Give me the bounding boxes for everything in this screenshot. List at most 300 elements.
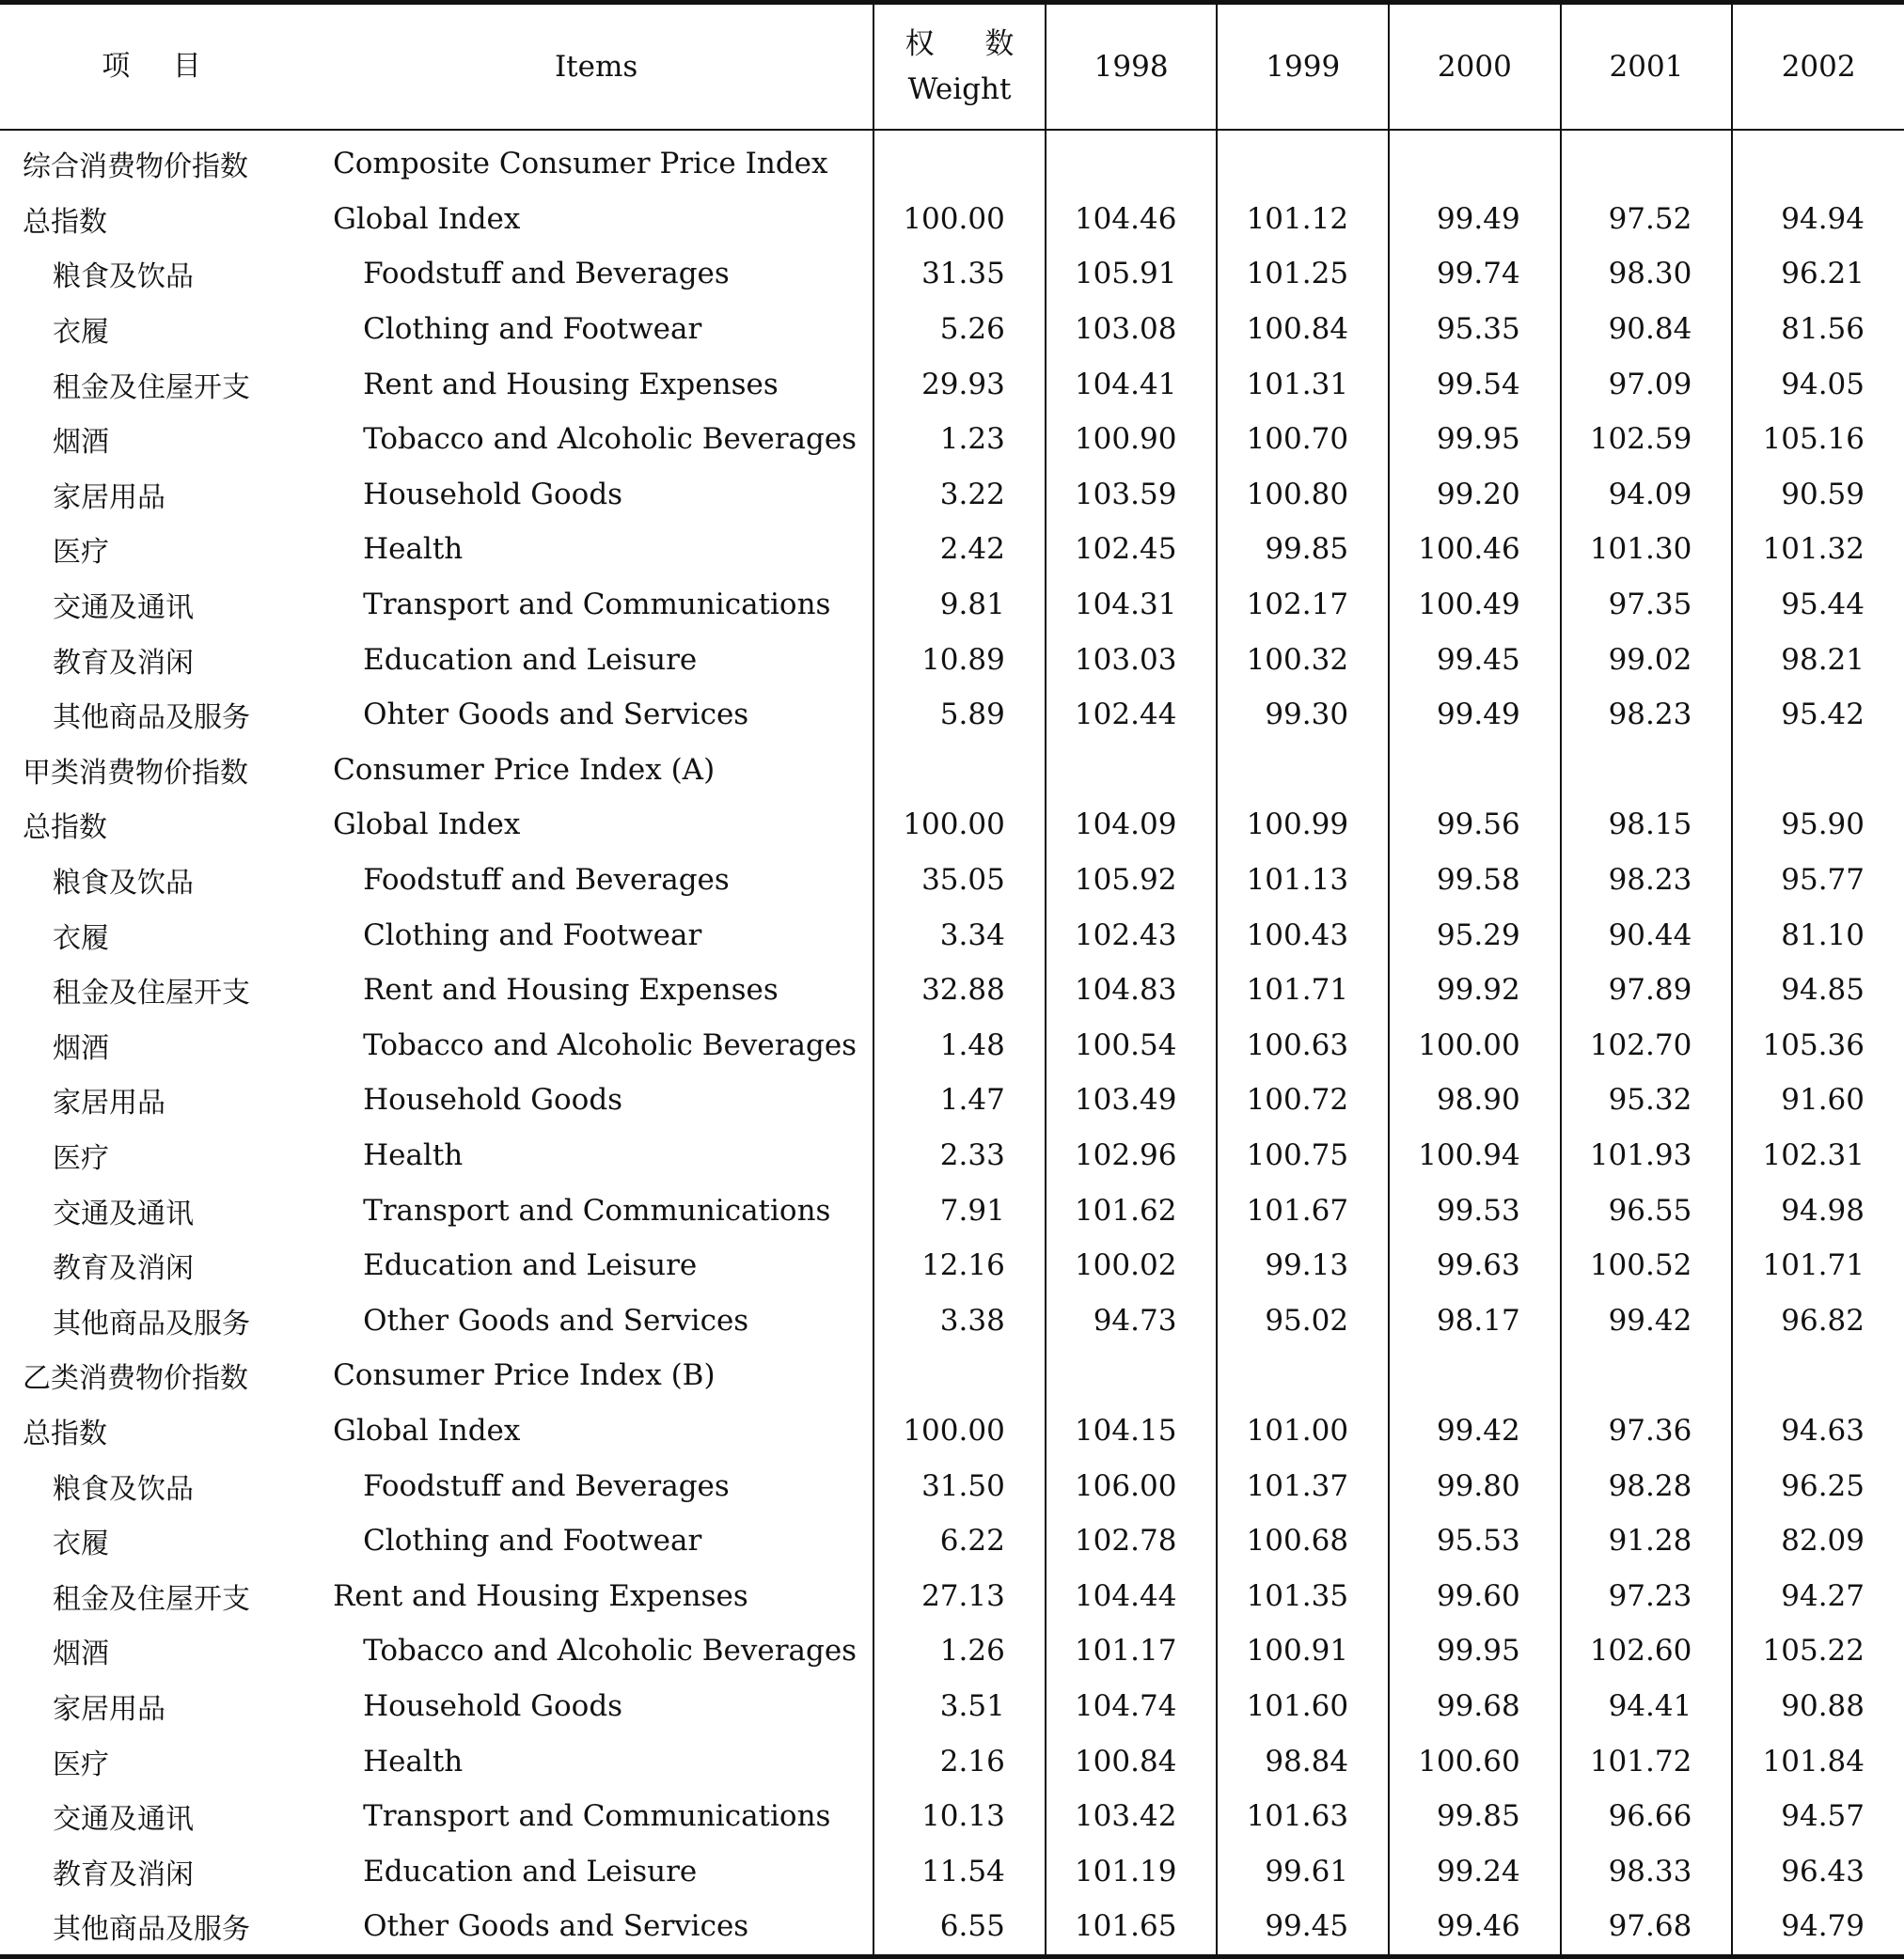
row-label-cn: 交通及通讯 — [53, 1197, 194, 1230]
table-row — [0, 1899, 1904, 1956]
index-value-cell: 99.30 — [1217, 687, 1389, 743]
index-value-cell — [1561, 130, 1733, 192]
index-value-cell: 99.68 — [1389, 1679, 1561, 1734]
index-value-cell: 97.36 — [1561, 1403, 1733, 1459]
index-value-cell: 95.90 — [1732, 797, 1904, 853]
weight-cell: 2.16 — [873, 1733, 1046, 1789]
index-value-cell — [1561, 743, 1733, 798]
row-label-cn: 烟酒 — [53, 1031, 109, 1065]
index-value-cell: 98.90 — [1389, 1073, 1561, 1128]
index-value-cell: 101.93 — [1561, 1128, 1733, 1183]
index-value-cell: 101.72 — [1561, 1733, 1733, 1789]
row-label-cn: 总指数 — [23, 205, 107, 239]
row-label-cn: 家居用品 — [53, 480, 165, 514]
index-value-cell: 98.30 — [1561, 246, 1733, 302]
row-label-en: Consumer Price Index (A) — [333, 752, 716, 787]
row-label-en: Education and Leisure — [363, 1854, 698, 1888]
index-value-cell: 101.32 — [1732, 522, 1904, 577]
index-value-cell: 102.60 — [1561, 1623, 1733, 1679]
weight-cell: 3.22 — [873, 467, 1046, 523]
table-row — [0, 907, 1904, 963]
index-value-cell: 98.23 — [1561, 853, 1733, 908]
row-label-cn: 家居用品 — [53, 1692, 165, 1726]
index-value-cell: 96.66 — [1561, 1789, 1733, 1844]
index-value-cell: 102.96 — [1046, 1128, 1218, 1183]
index-value-cell: 101.65 — [1046, 1899, 1218, 1956]
table-row — [0, 246, 1904, 302]
index-value-cell: 101.12 — [1217, 192, 1389, 247]
index-value-cell — [1217, 130, 1389, 192]
header-year: 1998 — [1046, 3, 1218, 131]
index-value-cell: 81.10 — [1732, 907, 1904, 963]
row-label-cn: 医疗 — [53, 1141, 109, 1175]
row-label-en: Foodstuff and Beverages — [363, 257, 730, 291]
row-label-en: Other Goods and Services — [320, 1899, 873, 1956]
table-row — [0, 1293, 1904, 1348]
index-value-cell — [1732, 130, 1904, 192]
index-value-cell: 100.94 — [1389, 1128, 1561, 1183]
index-value-cell: 98.15 — [1561, 797, 1733, 853]
table-row — [0, 192, 1904, 247]
index-value-cell: 99.85 — [1217, 522, 1389, 577]
index-value-cell: 100.84 — [1046, 1733, 1218, 1789]
index-value-cell: 81.56 — [1732, 302, 1904, 357]
index-value-cell: 99.74 — [1389, 246, 1561, 302]
header-year: 2000 — [1389, 3, 1561, 131]
section-header-row — [0, 743, 1904, 798]
index-value-cell: 99.42 — [1389, 1403, 1561, 1459]
index-value-cell: 101.67 — [1217, 1183, 1389, 1238]
row-label-cn: 粮食及饮品 — [53, 867, 194, 901]
index-value-cell: 99.54 — [1389, 356, 1561, 412]
table-header — [0, 3, 1904, 131]
index-value-cell: 98.21 — [1732, 632, 1904, 687]
table-row — [0, 1403, 1904, 1459]
weight-cell: 100.00 — [873, 1403, 1046, 1459]
index-value-cell: 105.91 — [1046, 246, 1218, 302]
index-value-cell: 101.31 — [1217, 356, 1389, 412]
index-value-cell — [1732, 1348, 1904, 1403]
index-value-cell: 105.22 — [1732, 1623, 1904, 1679]
header-year: 2002 — [1732, 3, 1904, 131]
row-label-cn: 衣履 — [53, 1528, 109, 1561]
row-label-cn: 总指数 — [23, 1417, 107, 1450]
index-value-cell: 94.09 — [1561, 467, 1733, 523]
table-row — [0, 1183, 1904, 1238]
index-value-cell: 100.90 — [1046, 412, 1218, 467]
table-row — [0, 522, 1904, 577]
table-row — [0, 632, 1904, 687]
index-value-cell: 94.63 — [1732, 1403, 1904, 1459]
row-label-cn: 烟酒 — [53, 1638, 109, 1671]
index-value-cell: 97.89 — [1561, 963, 1733, 1018]
index-value-cell: 97.35 — [1561, 577, 1733, 633]
row-label-en: Clothing and Footwear — [363, 312, 702, 347]
index-value-cell: 94.57 — [1732, 1789, 1904, 1844]
header-year: 2001 — [1561, 3, 1733, 131]
row-label-cn: 综合消费物价指数 — [23, 150, 248, 184]
index-value-cell: 104.46 — [1046, 192, 1218, 247]
index-value-cell: 100.43 — [1217, 907, 1389, 963]
weight-cell: 9.81 — [873, 577, 1046, 633]
row-label-cn: 教育及消闲 — [53, 1252, 194, 1286]
index-value-cell: 99.92 — [1389, 963, 1561, 1018]
index-value-cell: 91.60 — [1732, 1073, 1904, 1128]
weight-cell: 10.13 — [873, 1789, 1046, 1844]
table-row — [0, 302, 1904, 357]
weight-cell: 27.13 — [873, 1568, 1046, 1623]
row-label-cn: 交通及通讯 — [53, 1803, 194, 1837]
table-row — [0, 356, 1904, 412]
row-label-en: Global Index — [333, 807, 521, 842]
table-row — [0, 687, 1904, 743]
table-body — [0, 130, 1904, 1956]
row-label-cn: 衣履 — [53, 921, 109, 955]
weight-cell: 1.47 — [873, 1073, 1046, 1128]
index-value-cell: 99.85 — [1389, 1789, 1561, 1844]
index-value-cell: 97.68 — [1561, 1899, 1733, 1956]
index-value-cell: 100.68 — [1217, 1513, 1389, 1569]
row-label-en: Tobacco and Alcoholic Beverages — [363, 1634, 858, 1669]
weight-cell: 2.42 — [873, 522, 1046, 577]
index-value-cell — [1046, 743, 1218, 798]
index-value-cell: 94.94 — [1732, 192, 1904, 247]
table-row — [0, 1128, 1904, 1183]
weight-cell: 1.48 — [873, 1018, 1046, 1074]
weight-cell: 11.54 — [873, 1843, 1046, 1899]
row-label-cn: 医疗 — [53, 536, 109, 570]
index-value-cell: 100.70 — [1217, 412, 1389, 467]
table-row — [0, 1018, 1904, 1074]
index-value-cell — [1217, 743, 1389, 798]
index-value-cell: 90.44 — [1561, 907, 1733, 963]
row-label-cn: 租金及住屋开支 — [53, 1582, 250, 1616]
weight-cell: 3.51 — [873, 1679, 1046, 1734]
index-value-cell: 103.03 — [1046, 632, 1218, 687]
index-value-cell: 100.46 — [1389, 522, 1561, 577]
row-label-en: Health — [363, 1744, 464, 1779]
table-row — [0, 797, 1904, 853]
row-label-en: Rent and Housing Expenses — [363, 973, 779, 1008]
index-value-cell: 104.15 — [1046, 1403, 1218, 1459]
row-label-en: Clothing and Footwear — [363, 917, 702, 952]
index-value-cell: 100.54 — [1046, 1018, 1218, 1074]
row-label-en: Global Index — [333, 1413, 521, 1448]
row-label-en: Household Goods — [363, 1083, 623, 1118]
weight-cell: 6.55 — [873, 1899, 1046, 1956]
index-value-cell: 99.20 — [1389, 467, 1561, 523]
index-value-cell — [1389, 1348, 1561, 1403]
index-value-cell: 99.58 — [1389, 853, 1561, 908]
index-value-cell: 96.43 — [1732, 1843, 1904, 1899]
index-value-cell: 98.33 — [1561, 1843, 1733, 1899]
index-value-cell: 101.00 — [1217, 1403, 1389, 1459]
index-value-cell: 101.63 — [1217, 1789, 1389, 1844]
index-value-cell: 105.16 — [1732, 412, 1904, 467]
index-value-cell: 102.17 — [1217, 577, 1389, 633]
index-value-cell: 99.49 — [1389, 192, 1561, 247]
table-row — [0, 1513, 1904, 1569]
row-label-cn: 教育及消闲 — [53, 646, 194, 680]
index-value-cell: 99.42 — [1561, 1293, 1733, 1348]
weight-cell: 100.00 — [873, 797, 1046, 853]
section-header-row — [0, 130, 1904, 192]
row-label-en: Health — [363, 532, 464, 567]
header-weight — [873, 3, 1046, 131]
table-row — [0, 1073, 1904, 1128]
row-label-en: Education and Leisure — [363, 1248, 698, 1283]
index-value-cell: 99.02 — [1561, 632, 1733, 687]
row-label-en: Household Goods — [363, 1688, 623, 1723]
header-weight-en: Weight — [907, 72, 1012, 106]
index-value-cell: 99.46 — [1389, 1899, 1561, 1956]
row-label-cn: 交通及通讯 — [53, 591, 194, 625]
index-value-cell: 97.09 — [1561, 356, 1733, 412]
index-value-cell: 97.52 — [1561, 192, 1733, 247]
index-value-cell: 103.42 — [1046, 1789, 1218, 1844]
header-item-cn: 项 目 — [0, 3, 320, 131]
row-label-en: Rent and Housing Expenses — [363, 367, 779, 401]
index-value-cell: 100.80 — [1217, 467, 1389, 523]
row-label-cn: 其他商品及服务 — [53, 701, 250, 735]
row-label-cn: 医疗 — [53, 1747, 109, 1781]
header-item-en: Items — [320, 3, 873, 131]
table-row — [0, 1238, 1904, 1293]
index-value-cell: 99.95 — [1389, 412, 1561, 467]
index-value-cell: 101.60 — [1217, 1679, 1389, 1734]
index-value-cell: 94.73 — [1046, 1293, 1218, 1348]
row-label-cn: 其他商品及服务 — [53, 1307, 250, 1340]
index-value-cell: 105.36 — [1732, 1018, 1904, 1074]
row-label-cn: 其他商品及服务 — [0, 1899, 320, 1956]
index-value-cell: 102.59 — [1561, 412, 1733, 467]
index-value-cell: 82.09 — [1732, 1513, 1904, 1569]
index-value-cell: 99.24 — [1389, 1843, 1561, 1899]
weight-cell: 5.89 — [873, 687, 1046, 743]
weight-cell — [873, 1348, 1046, 1403]
index-value-cell: 100.52 — [1561, 1238, 1733, 1293]
index-value-cell: 103.08 — [1046, 302, 1218, 357]
index-value-cell: 101.84 — [1732, 1733, 1904, 1789]
index-value-cell: 104.83 — [1046, 963, 1218, 1018]
index-value-cell: 100.60 — [1389, 1733, 1561, 1789]
row-label-cn: 租金及住屋开支 — [53, 977, 250, 1011]
index-value-cell: 102.45 — [1046, 522, 1218, 577]
index-value-cell: 105.92 — [1046, 853, 1218, 908]
index-value-cell: 104.31 — [1046, 577, 1218, 633]
index-value-cell: 98.84 — [1217, 1733, 1389, 1789]
index-value-cell: 90.84 — [1561, 302, 1733, 357]
weight-cell: 5.26 — [873, 302, 1046, 357]
index-value-cell: 100.84 — [1217, 302, 1389, 357]
table-row — [0, 963, 1904, 1018]
row-label-cn: 总指数 — [23, 811, 107, 845]
index-value-cell: 91.28 — [1561, 1513, 1733, 1569]
index-value-cell: 98.28 — [1561, 1458, 1733, 1513]
index-value-cell: 101.25 — [1217, 246, 1389, 302]
weight-cell: 31.50 — [873, 1458, 1046, 1513]
row-label-en: Consumer Price Index (B) — [333, 1358, 716, 1393]
table-row — [0, 412, 1904, 467]
table-row — [0, 1679, 1904, 1734]
index-value-cell — [1389, 130, 1561, 192]
table-row — [0, 1568, 1904, 1623]
row-label-en: Global Index — [333, 201, 521, 236]
index-value-cell: 103.59 — [1046, 467, 1218, 523]
index-value-cell: 103.49 — [1046, 1073, 1218, 1128]
index-value-cell: 96.25 — [1732, 1458, 1904, 1513]
index-value-cell: 100.72 — [1217, 1073, 1389, 1128]
weight-cell — [873, 743, 1046, 798]
row-label-en: Other Goods and Services — [363, 1303, 749, 1338]
index-value-cell: 99.60 — [1389, 1568, 1561, 1623]
row-label-en: Transport and Communications — [363, 588, 831, 622]
table-row — [0, 1623, 1904, 1679]
weight-cell: 29.93 — [873, 356, 1046, 412]
table-row — [0, 1789, 1904, 1844]
index-value-cell: 101.30 — [1561, 522, 1733, 577]
index-value-cell: 99.63 — [1389, 1238, 1561, 1293]
index-value-cell — [1732, 743, 1904, 798]
row-label-en: Transport and Communications — [363, 1799, 831, 1834]
index-value-cell: 94.85 — [1732, 963, 1904, 1018]
row-label-cn: 乙类消费物价指数 — [23, 1362, 248, 1396]
row-label-en: Rent and Housing Expenses — [333, 1578, 748, 1613]
index-value-cell: 94.41 — [1561, 1679, 1733, 1734]
table-row — [0, 577, 1904, 633]
row-label-en: Health — [363, 1137, 464, 1172]
index-value-cell: 101.71 — [1732, 1238, 1904, 1293]
weight-cell: 12.16 — [873, 1238, 1046, 1293]
index-value-cell: 96.82 — [1732, 1293, 1904, 1348]
weight-cell: 7.91 — [873, 1183, 1046, 1238]
index-value-cell: 102.70 — [1561, 1018, 1733, 1074]
index-value-cell: 101.71 — [1217, 963, 1389, 1018]
row-label-en: Education and Leisure — [363, 642, 698, 677]
weight-cell: 3.38 — [873, 1293, 1046, 1348]
weight-cell: 100.00 — [873, 192, 1046, 247]
index-value-cell: 100.00 — [1389, 1018, 1561, 1074]
index-value-cell: 102.78 — [1046, 1513, 1218, 1569]
index-value-cell: 97.23 — [1561, 1568, 1733, 1623]
index-value-cell: 100.02 — [1046, 1238, 1218, 1293]
index-value-cell: 99.53 — [1389, 1183, 1561, 1238]
row-label-en: Household Goods — [363, 477, 623, 511]
index-value-cell: 102.44 — [1046, 687, 1218, 743]
index-value-cell: 101.13 — [1217, 853, 1389, 908]
index-value-cell: 100.91 — [1217, 1623, 1389, 1679]
index-value-cell: 98.17 — [1389, 1293, 1561, 1348]
row-label-en: Ohter Goods and Services — [363, 697, 749, 732]
index-value-cell: 99.80 — [1389, 1458, 1561, 1513]
index-value-cell: 95.42 — [1732, 687, 1904, 743]
index-value-cell — [1389, 743, 1561, 798]
index-value-cell: 99.61 — [1217, 1843, 1389, 1899]
index-value-cell — [1217, 1348, 1389, 1403]
row-label-cn: 粮食及饮品 — [53, 1472, 194, 1506]
weight-cell: 35.05 — [873, 853, 1046, 908]
index-value-cell — [1046, 1348, 1218, 1403]
table-row — [0, 467, 1904, 523]
index-value-cell: 90.88 — [1732, 1679, 1904, 1734]
index-value-cell: 94.05 — [1732, 356, 1904, 412]
row-label-en: Clothing and Footwear — [363, 1524, 702, 1559]
row-label-cn: 甲类消费物价指数 — [23, 756, 248, 790]
weight-cell: 32.88 — [873, 963, 1046, 1018]
index-value-cell: 99.49 — [1389, 687, 1561, 743]
index-value-cell: 95.35 — [1389, 302, 1561, 357]
index-value-cell: 102.31 — [1732, 1128, 1904, 1183]
row-label-en: Composite Consumer Price Index — [333, 147, 828, 181]
row-label-cn: 教育及消闲 — [53, 1857, 194, 1891]
index-value-cell: 99.56 — [1389, 797, 1561, 853]
row-label-cn: 衣履 — [53, 316, 109, 350]
index-value-cell — [1561, 1348, 1733, 1403]
row-label-en: Tobacco and Alcoholic Beverages — [363, 1027, 858, 1062]
index-value-cell: 99.45 — [1389, 632, 1561, 687]
index-value-cell: 95.29 — [1389, 907, 1561, 963]
header-year: 1999 — [1217, 3, 1389, 131]
index-value-cell: 94.98 — [1732, 1183, 1904, 1238]
weight-cell — [873, 130, 1046, 192]
index-value-cell: 102.43 — [1046, 907, 1218, 963]
index-value-cell: 94.79 — [1732, 1899, 1904, 1956]
index-value-cell: 100.99 — [1217, 797, 1389, 853]
row-label-cn: 烟酒 — [53, 426, 109, 460]
table-row — [0, 853, 1904, 908]
index-value-cell: 106.00 — [1046, 1458, 1218, 1513]
row-label-cn: 家居用品 — [53, 1087, 165, 1121]
row-label-cn: 租金及住屋开支 — [53, 370, 250, 404]
index-value-cell: 99.13 — [1217, 1238, 1389, 1293]
row-label-en: Foodstuff and Beverages — [363, 1468, 730, 1503]
table-row — [0, 1458, 1904, 1513]
index-value-cell: 98.23 — [1561, 687, 1733, 743]
table-row — [0, 1733, 1904, 1789]
weight-cell: 10.89 — [873, 632, 1046, 687]
weight-cell: 6.22 — [873, 1513, 1046, 1569]
index-value-cell: 90.59 — [1732, 467, 1904, 523]
section-header-row — [0, 1348, 1904, 1403]
index-value-cell: 101.35 — [1217, 1568, 1389, 1623]
index-value-cell — [1046, 130, 1218, 192]
index-value-cell: 96.55 — [1561, 1183, 1733, 1238]
index-value-cell: 100.63 — [1217, 1018, 1389, 1074]
index-value-cell: 100.32 — [1217, 632, 1389, 687]
row-label-en: Transport and Communications — [363, 1193, 831, 1228]
weight-cell: 2.33 — [873, 1128, 1046, 1183]
row-label-en: Tobacco and Alcoholic Beverages — [363, 422, 858, 457]
index-value-cell: 101.37 — [1217, 1458, 1389, 1513]
weight-cell: 3.34 — [873, 907, 1046, 963]
weight-cell: 1.26 — [873, 1623, 1046, 1679]
row-label-en: Foodstuff and Beverages — [363, 863, 730, 898]
index-value-cell: 94.27 — [1732, 1568, 1904, 1623]
index-value-cell: 100.49 — [1389, 577, 1561, 633]
index-value-cell: 96.21 — [1732, 246, 1904, 302]
table-row — [0, 1843, 1904, 1899]
weight-cell: 1.23 — [873, 412, 1046, 467]
index-value-cell: 95.02 — [1217, 1293, 1389, 1348]
index-value-cell: 95.77 — [1732, 853, 1904, 908]
index-value-cell: 101.19 — [1046, 1843, 1218, 1899]
index-value-cell: 104.74 — [1046, 1679, 1218, 1734]
row-label-cn: 粮食及饮品 — [53, 260, 194, 294]
index-value-cell: 99.95 — [1389, 1623, 1561, 1679]
index-value-cell: 95.32 — [1561, 1073, 1733, 1128]
index-value-cell: 101.62 — [1046, 1183, 1218, 1238]
index-value-cell: 101.17 — [1046, 1623, 1218, 1679]
